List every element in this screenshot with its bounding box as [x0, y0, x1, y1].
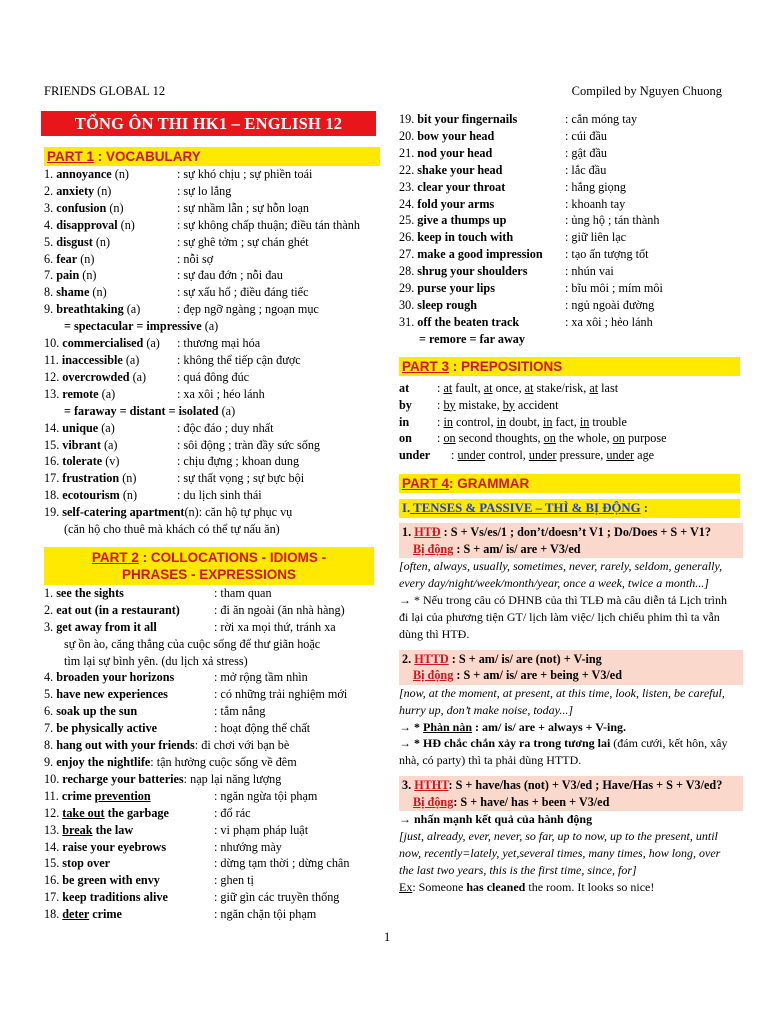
- httd-note-1: → * Phàn nàn : am/ is/ are + always + V-ing.: [399, 719, 627, 734]
- htht-example: Ex: Someone has cleaned the room. It looks so nice!: [399, 879, 655, 894]
- colloc-item: 4. broaden your horizons : mở rộng tầm nhìn: [44, 670, 308, 685]
- colloc-item: 16. be green with envy : ghen tị: [44, 873, 254, 888]
- vocab-item: 10. commercialised (a) : thương mại hóa: [44, 336, 261, 351]
- httd-note-2: → * HĐ chắc chắn xảy ra trong tương lai (đám cưới, kết hôn, xây nhà, có party) thì ta phải dùng HTTD.: [399, 736, 728, 768]
- colloc-item: 20. bow your head : cúi đầu: [399, 128, 607, 143]
- colloc-item: 12. take out the garbage : đổ rác: [44, 805, 251, 820]
- colloc-item: 11. crime prevention : ngăn ngừa tội phạm: [44, 788, 318, 803]
- vocab-item: 16. tolerate (v) : chịu đựng ; khoan dung: [44, 454, 300, 469]
- vocab-item: 6. fear (n) : nỗi sợ: [44, 251, 214, 266]
- vocab-item-19: 19. self-catering apartment (n) : căn hộ tự phục vụ: [44, 505, 293, 520]
- tenses-heading: I. TENSES & PASSIVE – THÌ & BỊ ĐỘNG :: [399, 499, 740, 518]
- vocab-synonyms-9: = spectacular = impressive (a): [64, 319, 219, 334]
- colloc-item: 7. be physically active : hoạt động thể chất: [44, 721, 311, 736]
- vocab-item: 7. pain (n) : sự đau đớn ; nỗi đau: [44, 268, 283, 283]
- colloc-item: 13. break the law : vi phạm pháp luật: [44, 822, 309, 837]
- prep-row-in: in : in control, in doubt, in fact, in trouble: [399, 414, 627, 429]
- colloc-item: 25. give a thumps up : ủng hộ ; tán thành: [399, 213, 660, 228]
- right-column: [399, 111, 735, 896]
- vocab-item: 13. remote (a) : xa xôi ; héo lánh: [44, 386, 265, 401]
- part2-heading: PART 2 : COLLOCATIONS - IDIOMS - PHRASES - EXPRESSIONS: [44, 547, 374, 585]
- part4-heading: PART 4: GRAMMAR: [399, 474, 740, 493]
- colloc-item: 23. clear your throat : hắng giọng: [399, 179, 626, 194]
- vocab-list: [44, 166, 384, 318]
- vocab-item: 12. overcrowded (a) : quá đông đúc: [44, 369, 250, 384]
- vocab-list: [44, 420, 384, 505]
- colloc-item: 10. recharge your batteries : nạp lại năng lượng: [44, 771, 282, 786]
- header-right: Compiled by Nguyen Chuong: [571, 84, 722, 98]
- vocab-item: 5. disgust (n) : sự ghê tởm ; sự chán ghét: [44, 234, 309, 249]
- colloc-item: 6. soak up the sun : tắm nắng: [44, 704, 266, 719]
- htd-formula-box: 1. HTĐ : S + Vs/es/1 ; don’t/doesn’t V1 ; Do/Does + S + V1? Bị động : S + am/ is/ are + V3/ed: [399, 523, 743, 558]
- vocab-item: 4. disapproval (n) : sự không chấp thuận; điều tán thành: [44, 217, 360, 232]
- vocab-item: 14. unique (a) : độc đáo ; duy nhất: [44, 420, 274, 435]
- colloc-item: 18. deter crime : ngăn chặn tội phạm: [44, 907, 317, 922]
- colloc-item-3-cont2: tìm lại sự bình yên. (du lịch xả stress): [64, 653, 248, 668]
- part1-heading: PART 1 : VOCABULARY: [44, 147, 380, 166]
- prep-list: [399, 380, 735, 465]
- vocab-item: 15. vibrant (a) : sôi động ; tràn đầy sức sống: [44, 437, 321, 452]
- vocab-item: 18. ecotourism (n) : du lịch sinh thái: [44, 488, 262, 503]
- colloc-item: 9. enjoy the nightlife : tận hưởng cuộc sống về đêm: [44, 755, 297, 769]
- prep-row-at: at : at fault, at once, at stake/risk, at last: [399, 380, 619, 395]
- colloc-item: 2. eat out (in a restaurant) : đi ăn ngoài (ăn nhà hàng): [44, 602, 345, 617]
- colloc-item: 22. shake your head : lắc đầu: [399, 162, 607, 177]
- colloc-item: 14. raise your eyebrows : nhướng mày: [44, 839, 282, 854]
- page-title: TỔNG ÔN THI HK1 – ENGLISH 12: [41, 111, 376, 136]
- vocab-synonyms-13: = faraway = distant = isolated (a): [64, 403, 236, 418]
- colloc-item-3-cont: sự ồn ào, căng thẳng của cuộc sống để thư giãn hoặc: [64, 636, 321, 651]
- colloc-item: 27. make a good impression : tạo ấn tượng tốt: [399, 247, 649, 262]
- htht-signals: [just, already, ever, never, so far, up to now, up to the present, until now, recently=lately, yet,several times, many times, how long, over the last two years, this is the first time, since, for]: [399, 829, 721, 877]
- colloc-item: 31. off the beaten track : xa xôi ; hẻo lánh: [399, 314, 653, 329]
- vocab-list: [44, 335, 384, 403]
- vocab-item: 17. frustration (n) : sự thất vọng ; sự bực bội: [44, 471, 305, 486]
- htd-note: → * Nếu trong câu có DHNB của thì TLĐ mà câu diễn tả Lịch trình đi lại của phương tiện GT/ lịch làm việc/ lịch chiếu phim thì ta vẫn dùng thì HTĐ.: [399, 593, 728, 641]
- vocab-item: 11. inaccessible (a) : không thể tiếp cận được: [44, 352, 301, 367]
- colloc-item: 5. have new experiences : có những trải nghiệm mới: [44, 687, 348, 702]
- part3-heading: PART 3 : PREPOSITIONS: [399, 357, 740, 376]
- colloc-item: 24. fold your arms : khoanh tay: [399, 196, 626, 211]
- colloc-item: 19. bit your fingernails : cắn móng tay: [399, 112, 638, 126]
- colloc-item: 17. keep traditions alive : giữ gìn các truyền thống: [44, 890, 340, 905]
- colloc-item: 29. purse your lips : bĩu môi ; mím môi: [399, 281, 663, 296]
- colloc-item: 26. keep in touch with : giữ liên lạc: [399, 230, 627, 245]
- prep-row-on: on : on second thoughts, on the whole, on purpose: [399, 431, 667, 446]
- colloc-item: 28. shrug your shoulders : nhún vai: [399, 264, 614, 279]
- htd-signals: [often, always, usually, sometimes, never, rarely, seldom, generally, every day/night/week/month/year, once a week, twice a month...]: [399, 559, 723, 591]
- colloc-item: 15. stop over : dừng tạm thời ; dừng chân: [44, 856, 350, 871]
- colloc-item: 21. nod your head : gật đầu: [399, 145, 607, 160]
- httd-signals: [now, at the moment, at present, at this time, look, listen, be careful, hurry up, don’t make noise, today...]: [399, 685, 725, 717]
- colloc-item: 3. get away from it all : rời xa mọi thứ, tránh xa: [44, 619, 336, 634]
- colloc-synonyms-31: = remore = far away: [419, 331, 525, 346]
- prep-row-by: by : by mistake, by accident: [399, 397, 559, 412]
- header-left: FRIENDS GLOBAL 12: [44, 84, 166, 98]
- vocab-item: 1. annoyance (n) : sự khó chịu ; sự phiền toái: [44, 167, 313, 181]
- colloc-item: 1. see the sights : tham quan: [44, 585, 272, 600]
- vocab-item: 8. shame (n) : sự xấu hổ ; điều đáng tiếc: [44, 285, 309, 300]
- prep-row-under: under : under control, under pressure, under age: [399, 448, 655, 463]
- page-number: 1: [384, 930, 391, 944]
- colloc-item: 8. hang out with your friends : đi chơi với bạn bè: [44, 738, 290, 753]
- left-column: [44, 147, 384, 923]
- colloc-item: 30. sleep rough : ngủ ngoài đường: [399, 297, 655, 312]
- htht-formula-box: 3. HTHT: S + have/has (not) + V3/ed ; Have/Has + S + V3/ed? Bị động: S + have/ has + been + V3/ed: [399, 776, 743, 811]
- vocab-item: 9. breathtaking (a) : đẹp ngỡ ngàng ; ngoạn mục: [44, 302, 319, 317]
- vocab-item: 2. anxiety (n) : sự lo lắng: [44, 183, 232, 198]
- vocab-item: 3. confusion (n) : sự nhầm lẫn ; sự hỗn loạn: [44, 200, 310, 215]
- htht-emphasis: → nhấn mạnh kết quả của hành động: [399, 812, 593, 827]
- colloc-list-right: [399, 111, 735, 331]
- vocab-item-19-note: (căn hộ cho thuê mà khách có thể tự nấu ăn): [64, 522, 280, 537]
- httd-formula-box: 2. HTTD : S + am/ is/ are (not) + V-ing Bị động : S + am/ is/ are + being + V3/ed: [399, 650, 743, 685]
